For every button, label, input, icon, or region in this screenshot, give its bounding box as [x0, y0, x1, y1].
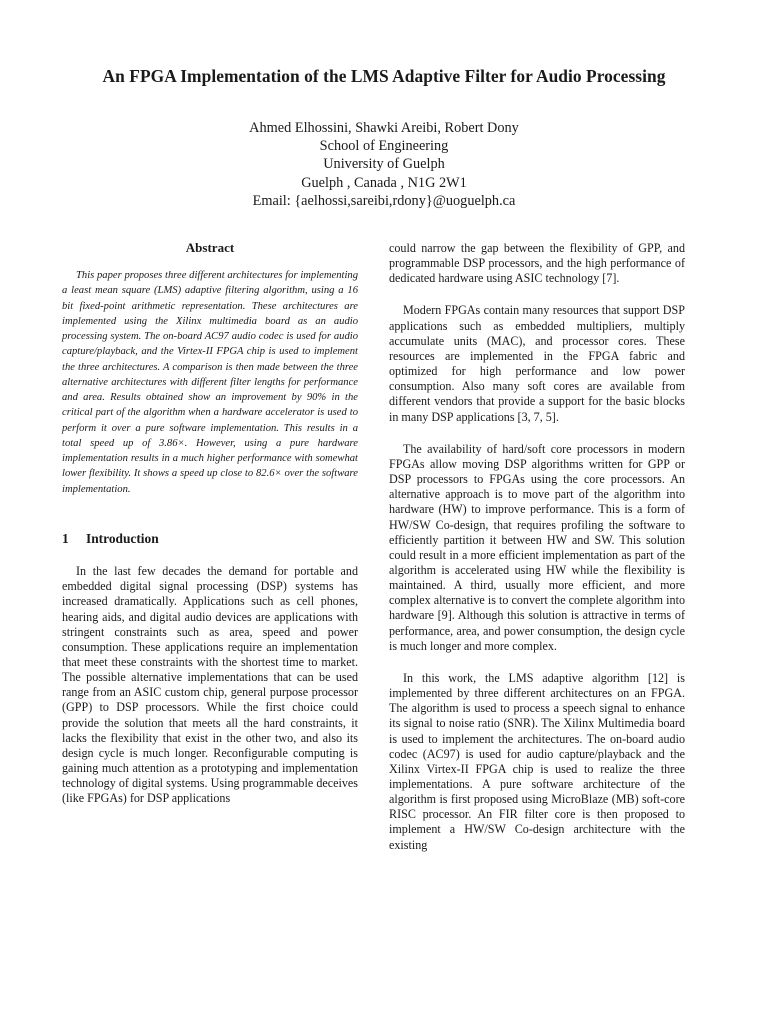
section-number: 1: [62, 530, 69, 546]
intro-paragraph: In the last few decades the demand for portable and embedded digital signal processing (DSP) systems has increased dramatically. Applications such as cell phones, hearing aids, and digital audio devices are applications with stringent constraints such as area, speed and power consumption. These applications require an implementation that meet these constraints with the shortest time to market. The possible alternative implementations that can be used range from an ASIC custom chip, general purpose processor (GPP) to DSP processors. While the first choice could provide the solution that meets all the hard constraints, it lacks the flexibility that exist in the other two, and also its design cycle is much longer. Reconfigurable computing is gaining much attention as a prototyping and implementation technology of digital systems. Using programmable deceives (like FPGAs) for DSP applications: [62, 564, 358, 806]
section-heading-introduction: [62, 531, 358, 546]
abstract-heading: Abstract: [185, 240, 235, 255]
body-paragraph: The availability of hard/soft core processors in modern FPGAs allow moving DSP algorithms written for GPP or DSP processors to FPGAs using the core processors. An alternative approach is to move part of the algorithm into hardware (HW) to improve performance. This is a form of HW/SW Co-design, that requires profiling the software to efficiently partition it between HW and SW. This solution could result in a more efficient implementation as part of the algorithm is accelerated using HW while the flexibility is maintained. A third, usually more efficient, and more complex alternative is to convert the complete algorithm into hardware [9]. Although this solution is attractive in terms of performance, area, and power consumption, the design cycle is much longer and more complex.: [389, 441, 685, 653]
paper-title: An FPGA Implementation of the LMS Adaptive Filter for Audio Processing: [102, 66, 666, 86]
body-paragraph: In this work, the LMS adaptive algorithm [12] is implemented by three different architectures on an FPGA. The algorithm is used to process a speech signal to enhance its signal to noise ratio (SNR). The Xilinx Multimedia board is used to implement the architectures. The on-board audio codec (AC97) is used for audio capture/playback and the Xilinx Virtex-II FPGA chip is used to realize the three implementations. A pure software architecture of the algorithm is first proposed using MicroBlaze (MB) soft-core RISC processor. An FIR filter core is then proposed to implement a HW/SW Co-design architecture with the existing: [389, 670, 685, 852]
abstract-text: This paper proposes three different architectures for implementing a least mean square (LMS) adaptive filtering algorithm, using a 16 bit fixed-point arithmetic representation. These architectures are implemented using the Xilinx multimedia board as an audio processing system. The on-board AC97 audio codec is used for audio capture/playback, and the Virtex-II FPGA chip is used to implement the three architectures. A comparison is then made between the three alternative architectures with different filter lengths for performance and area. Results obtained show an improvement by 90% in the critical part of the algorithm when a hardware accelerator is used to perform it over a pure software implementation. This results in a total speed up of 3.86×. However, using a pure hardware implementation results in a much higher performance with somewhat lower flexibility. It shows a speed up close to 82.6× over the software implementation.: [62, 270, 358, 495]
author-address: Guelph , Canada , N1G 2W1: [301, 174, 467, 191]
author-names: Ahmed Elhossini, Shawki Areibi, Robert Dony: [249, 120, 519, 136]
author-email: Email: {aelhossi,sareibi,rdony}@uoguelph.ca: [252, 192, 516, 209]
body-paragraph: could narrow the gap between the flexibility of GPP, and programmable DSP processors, and the high performance of dedicated hardware using ASIC technology [7].: [389, 241, 685, 286]
author-university: University of Guelph: [323, 156, 445, 173]
body-paragraph: Modern FPGAs contain many resources that support DSP applications such as embedded multipliers, multiply accumulate units (MAC), and processor cores. These resources are implemented in the FPGA fabric and optimized for high performance and low power consumption. Also many soft cores are available from different vendors that provide a support for the basic blocks in many DSP applications [3, 7, 5].: [389, 303, 685, 424]
right-column: [389, 241, 685, 870]
author-block: [0, 119, 768, 210]
left-column: [62, 240, 358, 807]
section-title: Introduction: [86, 530, 159, 546]
author-department: School of Engineering: [319, 138, 449, 155]
